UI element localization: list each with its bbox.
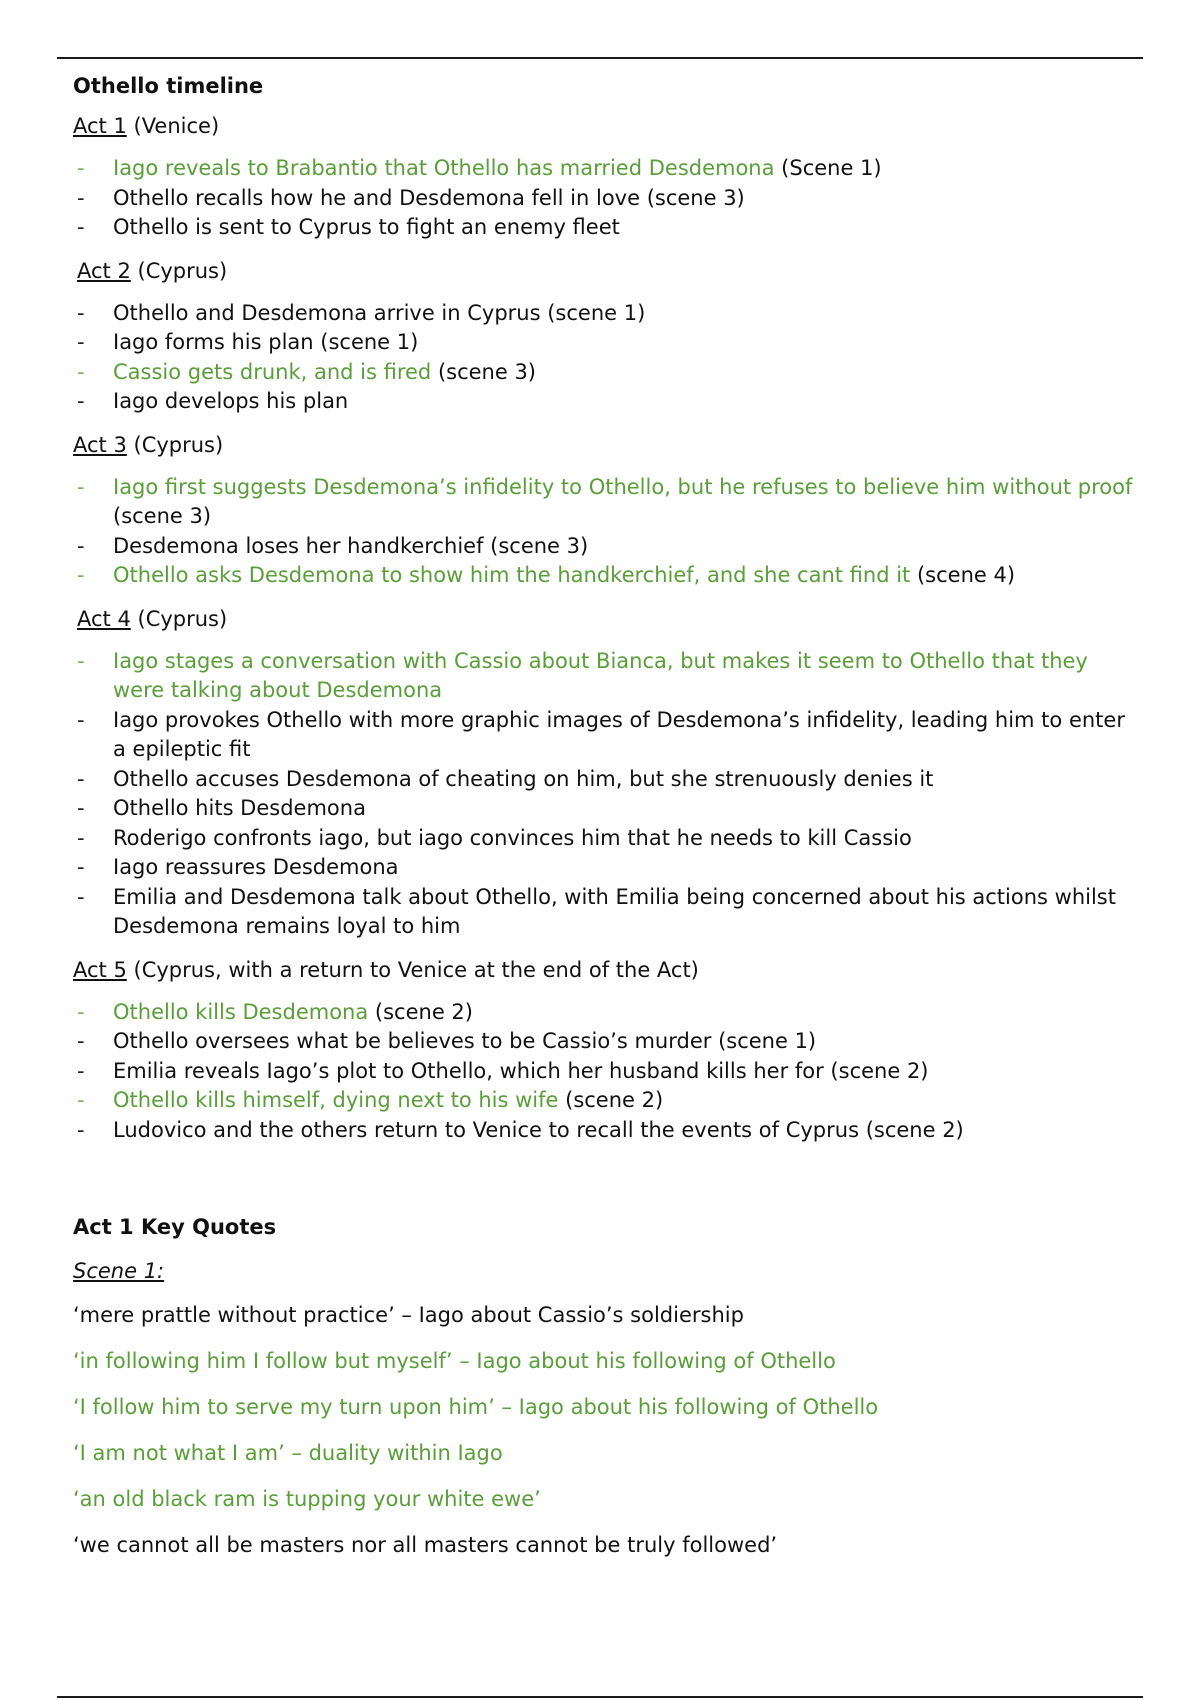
list-item bbox=[73, 358, 1133, 388]
event-text: (scene 3) bbox=[113, 504, 212, 528]
bullet-dash: - bbox=[77, 1029, 85, 1053]
act-heading bbox=[73, 257, 1133, 285]
key-quote: ‘mere prattle without practice’ – Iago about Cassio’s soldiership bbox=[73, 1303, 744, 1327]
timeline-acts bbox=[73, 112, 1133, 1145]
event-text: Roderigo confronts iago, but iago convinces him that he needs to kill Cassio bbox=[113, 825, 912, 850]
event-text: Iago forms his plan (scene 1) bbox=[113, 330, 419, 354]
list-item bbox=[73, 299, 1133, 329]
highlighted-event-text: Cassio gets drunk, and is fired bbox=[113, 359, 432, 384]
act-setting: (Cyprus, with a return to Venice at the end of the Act) bbox=[133, 957, 699, 982]
event-text: Desdemona loses her handkerchief (scene 3) bbox=[113, 533, 589, 558]
list-item bbox=[73, 1027, 1133, 1057]
key-quote: ‘I follow him to serve my turn upon him’ – Iago about his following of Othello bbox=[73, 1395, 879, 1419]
event-text: Emilia and Desdemona talk about Othello, with Emilia being concerned about his actions whilst Desdemona remains loyal to him bbox=[113, 884, 1116, 938]
key-quote: ‘we cannot all be masters nor all masters cannot be truly followed’ bbox=[73, 1533, 778, 1557]
event-text: Emilia reveals Iago’s plot to Othello, which her husband kills her for (scene 2) bbox=[113, 1058, 929, 1083]
highlighted-event-text: Iago first suggests Desdemona’s infidelity to Othello, but he refuses to believe him without proof bbox=[113, 474, 1133, 499]
act-label: Act 4 bbox=[77, 606, 131, 631]
event-text: Othello recalls how he and Desdemona fell in love (scene 3) bbox=[113, 185, 745, 210]
bullet-dash: - bbox=[77, 533, 85, 558]
act-events-list bbox=[73, 299, 1133, 417]
act-setting: (Cyprus) bbox=[137, 258, 228, 283]
event-text: Othello hits Desdemona bbox=[113, 796, 366, 820]
event-text: Othello is sent to Cyprus to fight an enemy fleet bbox=[113, 215, 620, 239]
document-title: Othello timeline bbox=[73, 74, 264, 98]
list-item bbox=[73, 213, 1133, 243]
act-events-list bbox=[73, 473, 1133, 591]
highlighted-event-text: Othello asks Desdemona to show him the handkerchief, and she cant find it bbox=[113, 563, 911, 587]
list-item bbox=[73, 794, 1133, 824]
bullet-dash: - bbox=[77, 707, 85, 732]
list-item bbox=[73, 387, 1133, 417]
bullet-dash: - bbox=[77, 766, 85, 791]
key-quote: ‘in following him I follow but myself’ – Iago about his following of Othello bbox=[73, 1349, 836, 1373]
list-item bbox=[73, 154, 1133, 184]
act-setting: (Venice) bbox=[133, 114, 220, 138]
highlighted-event-text: Iago reveals to Brabantio that Othello has married Desdemona bbox=[113, 156, 775, 180]
bullet-dash: - bbox=[77, 156, 85, 180]
event-text: Iago develops his plan bbox=[113, 389, 349, 413]
highlighted-event-text: Othello kills himself, dying next to his wife bbox=[113, 1088, 559, 1112]
bullet-dash: - bbox=[77, 884, 85, 909]
bullet-dash: - bbox=[77, 1058, 85, 1083]
event-text: Iago reassures Desdemona bbox=[113, 855, 399, 879]
list-item bbox=[73, 1057, 1133, 1087]
event-text: Othello accuses Desdemona of cheating on him, but she strenuously denies it bbox=[113, 766, 934, 791]
act-label: Act 5 bbox=[73, 957, 127, 982]
list-item bbox=[73, 706, 1133, 765]
act-heading bbox=[73, 112, 1133, 140]
act-label: Act 2 bbox=[77, 258, 131, 283]
list-item bbox=[73, 328, 1133, 358]
bullet-dash: - bbox=[77, 648, 85, 673]
list-item bbox=[73, 473, 1133, 532]
bullet-dash: - bbox=[77, 474, 85, 499]
bullet-dash: - bbox=[77, 185, 85, 210]
list-item bbox=[73, 765, 1133, 795]
top-rule bbox=[57, 57, 1143, 59]
key-quote: ‘I am not what I am’ – duality within Iago bbox=[73, 1441, 503, 1465]
event-text: (Scene 1) bbox=[774, 156, 882, 180]
act-events-list bbox=[73, 647, 1133, 942]
act-events-list bbox=[73, 154, 1133, 243]
bullet-dash: - bbox=[77, 1088, 85, 1112]
event-text: (scene 3) bbox=[431, 359, 536, 384]
list-item bbox=[73, 1116, 1133, 1146]
act-setting: (Cyprus) bbox=[137, 606, 228, 631]
document-page bbox=[73, 72, 1133, 1577]
list-item bbox=[73, 532, 1133, 562]
list-item bbox=[73, 561, 1133, 591]
event-text: Ludovico and the others return to Venice to recall the events of Cyprus (scene 2) bbox=[113, 1117, 964, 1142]
act-label: Act 1 bbox=[73, 114, 127, 138]
event-text: (scene 4) bbox=[910, 563, 1016, 587]
act-heading bbox=[73, 431, 1133, 459]
quotes-list bbox=[73, 1301, 1133, 1559]
list-item bbox=[73, 184, 1133, 214]
event-text: (scene 2) bbox=[368, 999, 473, 1024]
bullet-dash: - bbox=[77, 855, 85, 879]
quotes-title: Act 1 Key Quotes bbox=[73, 1215, 277, 1239]
bullet-dash: - bbox=[77, 1117, 85, 1142]
event-text: Othello and Desdemona arrive in Cyprus (scene 1) bbox=[113, 300, 646, 325]
bullet-dash: - bbox=[77, 563, 85, 587]
bullet-dash: - bbox=[77, 359, 85, 384]
list-item bbox=[73, 853, 1133, 883]
bullet-dash: - bbox=[77, 796, 85, 820]
section-spacer bbox=[73, 1159, 1133, 1213]
event-text: Othello oversees what be believes to be Cassio’s murder (scene 1) bbox=[113, 1029, 817, 1053]
act-heading bbox=[73, 605, 1133, 633]
key-quote: ‘an old black ram is tupping your white ewe’ bbox=[73, 1487, 541, 1511]
list-item bbox=[73, 824, 1133, 854]
list-item bbox=[73, 647, 1133, 706]
list-item bbox=[73, 1086, 1133, 1116]
highlighted-event-text: Iago stages a conversation with Cassio about Bianca, but makes it seem to Othello that they were talking about Desdemona bbox=[113, 648, 1088, 702]
event-text: Iago provokes Othello with more graphic images of Desdemona’s infidelity, leading him to enter a epileptic fit bbox=[113, 707, 1125, 761]
bullet-dash: - bbox=[77, 999, 85, 1024]
bottom-rule bbox=[57, 1696, 1143, 1698]
list-item bbox=[73, 883, 1133, 942]
bullet-dash: - bbox=[77, 330, 85, 354]
bullet-dash: - bbox=[77, 825, 85, 850]
highlighted-event-text: Othello kills Desdemona bbox=[113, 999, 369, 1024]
list-item bbox=[73, 998, 1133, 1028]
scene-label: Scene 1: bbox=[73, 1259, 165, 1283]
bullet-dash: - bbox=[77, 215, 85, 239]
bullet-dash: - bbox=[77, 389, 85, 413]
bullet-dash: - bbox=[77, 300, 85, 325]
act-label: Act 3 bbox=[73, 432, 127, 457]
act-heading bbox=[73, 956, 1133, 984]
act-events-list bbox=[73, 998, 1133, 1146]
act-setting: (Cyprus) bbox=[133, 432, 224, 457]
event-text: (scene 2) bbox=[558, 1088, 664, 1112]
